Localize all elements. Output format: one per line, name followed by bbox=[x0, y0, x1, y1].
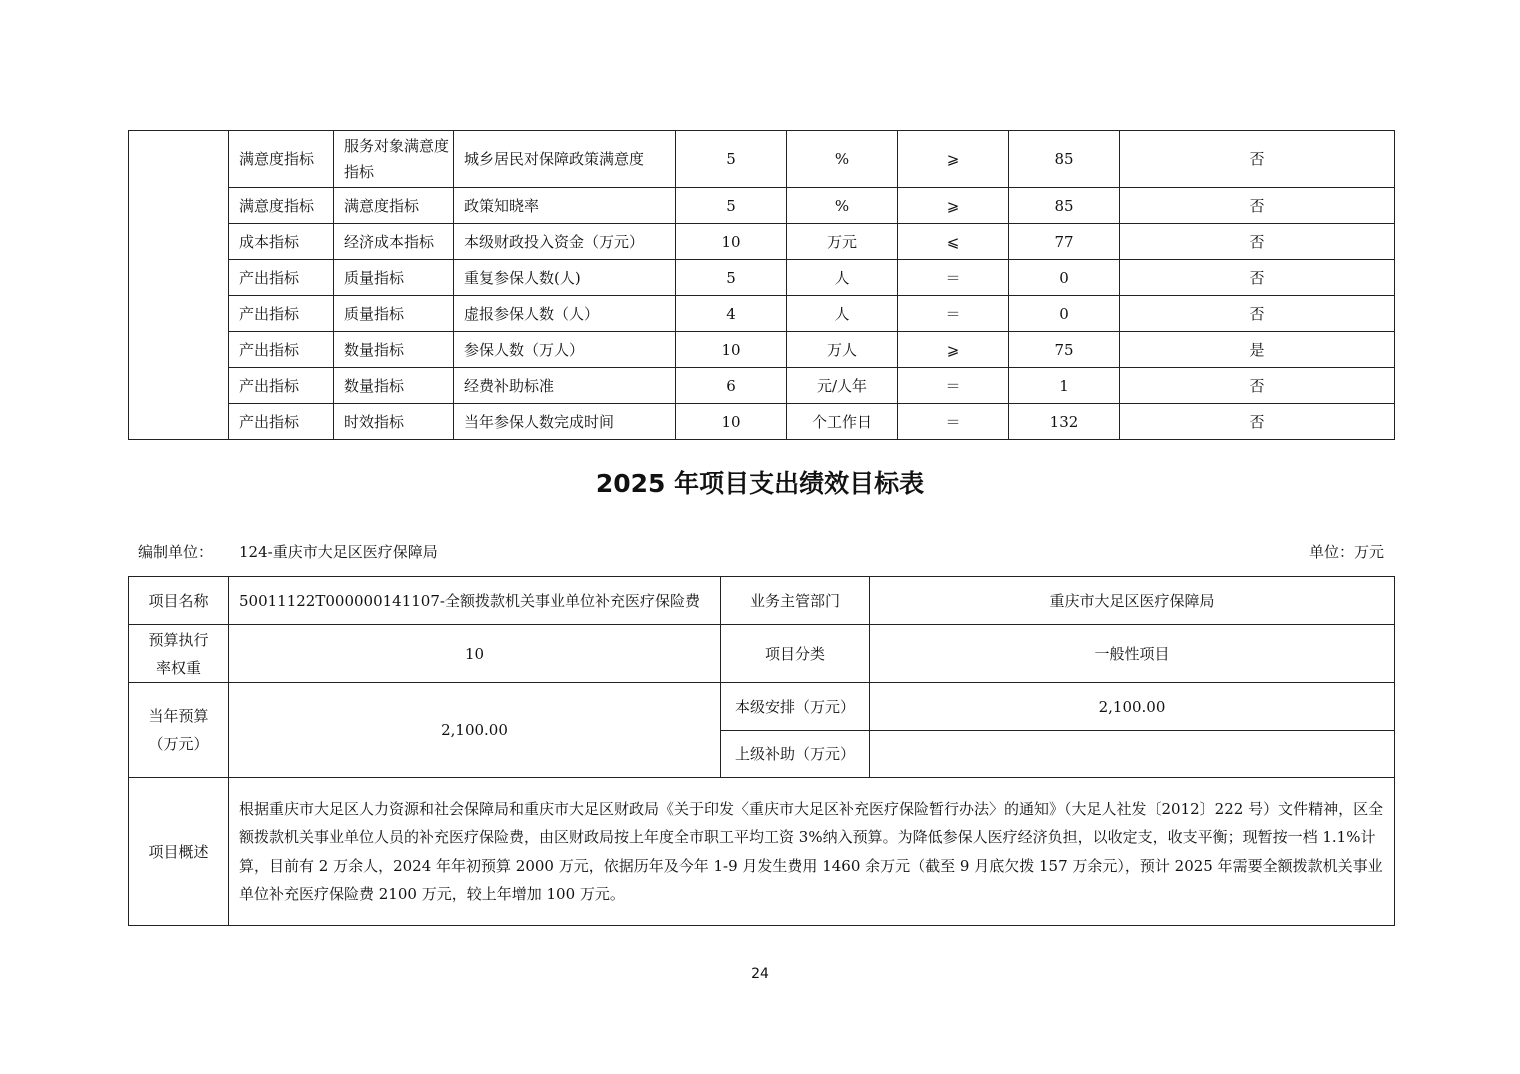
indicator-core: 否 bbox=[1120, 260, 1395, 296]
dept-value: 重庆市大足区医疗保障局 bbox=[870, 577, 1395, 625]
indicator-level1: 满意度指标 bbox=[229, 188, 334, 224]
indicator-unit: 人 bbox=[787, 296, 898, 332]
table-row bbox=[129, 188, 1395, 224]
indicator-unit: 元/人年 bbox=[787, 368, 898, 404]
indicator-level2: 数量指标 bbox=[334, 332, 454, 368]
table-row bbox=[129, 260, 1395, 296]
indicator-unit: % bbox=[787, 131, 898, 188]
overview-label: 项目概述 bbox=[129, 778, 229, 926]
indicator-target: 85 bbox=[1009, 131, 1120, 188]
indicator-operator: ＝ bbox=[898, 368, 1009, 404]
indicator-level1: 成本指标 bbox=[229, 224, 334, 260]
indicator-level1: 满意度指标 bbox=[229, 131, 334, 188]
indicator-name: 虚报参保人数（人） bbox=[454, 296, 676, 332]
indicator-unit: 万人 bbox=[787, 332, 898, 368]
indicator-level2: 质量指标 bbox=[334, 296, 454, 332]
indicator-core: 否 bbox=[1120, 368, 1395, 404]
weight-label: 预算执行率权重 bbox=[129, 625, 229, 683]
dept-label: 业务主管部门 bbox=[721, 577, 870, 625]
indicator-target: 0 bbox=[1009, 260, 1120, 296]
unit-label: 单位：万元 bbox=[1308, 543, 1384, 561]
indicator-target: 85 bbox=[1009, 188, 1120, 224]
page-number: 24 bbox=[751, 966, 769, 982]
indicator-operator: ＝ bbox=[898, 260, 1009, 296]
indicator-name: 本级财政投入资金（万元） bbox=[454, 224, 676, 260]
indicator-core: 否 bbox=[1120, 296, 1395, 332]
merged-category-cell bbox=[129, 131, 229, 440]
table-row bbox=[129, 625, 1395, 683]
indicator-level2: 数量指标 bbox=[334, 368, 454, 404]
budget-label: 当年预算（万元） bbox=[129, 683, 229, 778]
indicator-level2: 时效指标 bbox=[334, 404, 454, 440]
table-row bbox=[129, 577, 1395, 625]
table-header-info bbox=[138, 540, 1384, 564]
indicator-level1: 产出指标 bbox=[229, 404, 334, 440]
indicator-operator: ＝ bbox=[898, 296, 1009, 332]
indicator-level2: 质量指标 bbox=[334, 260, 454, 296]
indicator-level2: 服务对象满意度指标 bbox=[334, 131, 454, 188]
indicator-weight: 5 bbox=[676, 131, 787, 188]
indicator-name: 政策知晓率 bbox=[454, 188, 676, 224]
indicator-weight: 10 bbox=[676, 404, 787, 440]
indicator-unit: 个工作日 bbox=[787, 404, 898, 440]
category-label: 项目分类 bbox=[721, 625, 870, 683]
indicator-operator: ⩾ bbox=[898, 131, 1009, 188]
indicator-level2: 满意度指标 bbox=[334, 188, 454, 224]
table-row bbox=[129, 778, 1395, 926]
org-value: 124-重庆市大足区医疗保障局 bbox=[239, 543, 438, 561]
indicator-core: 否 bbox=[1120, 224, 1395, 260]
indicator-target: 0 bbox=[1009, 296, 1120, 332]
indicator-unit: 万元 bbox=[787, 224, 898, 260]
table-row bbox=[129, 224, 1395, 260]
indicator-core: 否 bbox=[1120, 188, 1395, 224]
indicator-weight: 5 bbox=[676, 188, 787, 224]
indicator-level1: 产出指标 bbox=[229, 296, 334, 332]
weight-value: 10 bbox=[229, 625, 721, 683]
indicator-operator: ⩾ bbox=[898, 188, 1009, 224]
indicator-target: 1 bbox=[1009, 368, 1120, 404]
budget-value: 2,100.00 bbox=[229, 683, 721, 778]
upper-value bbox=[870, 731, 1395, 778]
indicator-name: 城乡居民对保障政策满意度 bbox=[454, 131, 676, 188]
indicator-operator: ⩽ bbox=[898, 224, 1009, 260]
indicator-operator: ⩾ bbox=[898, 332, 1009, 368]
indicator-target: 75 bbox=[1009, 332, 1120, 368]
upper-label: 上级补助（万元） bbox=[721, 731, 870, 778]
indicator-name: 参保人数（万人） bbox=[454, 332, 676, 368]
indicator-core: 否 bbox=[1120, 404, 1395, 440]
category-value: 一般性项目 bbox=[870, 625, 1395, 683]
indicator-name: 经费补助标准 bbox=[454, 368, 676, 404]
indicator-target: 132 bbox=[1009, 404, 1120, 440]
local-label: 本级安排（万元） bbox=[721, 683, 870, 731]
indicator-target: 77 bbox=[1009, 224, 1120, 260]
indicator-unit: 人 bbox=[787, 260, 898, 296]
indicator-weight: 10 bbox=[676, 332, 787, 368]
indicator-level1: 产出指标 bbox=[229, 332, 334, 368]
performance-indicator-table bbox=[128, 130, 1395, 440]
project-name-label: 项目名称 bbox=[129, 577, 229, 625]
overview-text: 根据重庆市大足区人力资源和社会保障局和重庆市大足区财政局《关于印发〈重庆市大足区补充医疗保险暂行办法〉的通知》（大足人社发〔2012〕222 号）文件精神，区全额拨款机关事业单位人员的补充医疗保险费，由区财政局按上年度全市职工平均工资 3%纳入预算。为降低参保人医疗经济负担，以收定支，收支平衡；现暂按一档 1.1%计算，目前有 2 万余人，2024 年年初预算 2000 万元，依据历年及今年 1-9 月发生费用 1460 余万元（截至 9 月底欠拨 157 万余元），预计 2025 年需要全额拨款机关事业单位补充医疗保险费 2100 万元，较上年增加 100 万元。 bbox=[229, 778, 1395, 926]
table-row bbox=[129, 332, 1395, 368]
indicator-core: 否 bbox=[1120, 131, 1395, 188]
indicator-unit: % bbox=[787, 188, 898, 224]
indicator-core: 是 bbox=[1120, 332, 1395, 368]
indicator-weight: 5 bbox=[676, 260, 787, 296]
table-row bbox=[129, 131, 1395, 188]
table-row bbox=[129, 683, 1395, 731]
page-title: 2025 年项目支出绩效目标表 bbox=[595, 469, 925, 498]
table-row bbox=[129, 368, 1395, 404]
table-row bbox=[129, 404, 1395, 440]
indicator-level1: 产出指标 bbox=[229, 260, 334, 296]
indicator-name: 重复参保人数(人) bbox=[454, 260, 676, 296]
project-name-value: 50011122T000000141107-全额拨款机关事业单位补充医疗保险费 bbox=[229, 577, 721, 625]
indicator-weight: 6 bbox=[676, 368, 787, 404]
indicator-operator: ＝ bbox=[898, 404, 1009, 440]
indicator-name: 当年参保人数完成时间 bbox=[454, 404, 676, 440]
local-value: 2,100.00 bbox=[870, 683, 1395, 731]
indicator-weight: 10 bbox=[676, 224, 787, 260]
table-row bbox=[129, 296, 1395, 332]
indicator-weight: 4 bbox=[676, 296, 787, 332]
project-info-table bbox=[128, 576, 1395, 926]
indicator-level1: 产出指标 bbox=[229, 368, 334, 404]
org-label: 编制单位： bbox=[138, 543, 214, 561]
indicator-level2: 经济成本指标 bbox=[334, 224, 454, 260]
